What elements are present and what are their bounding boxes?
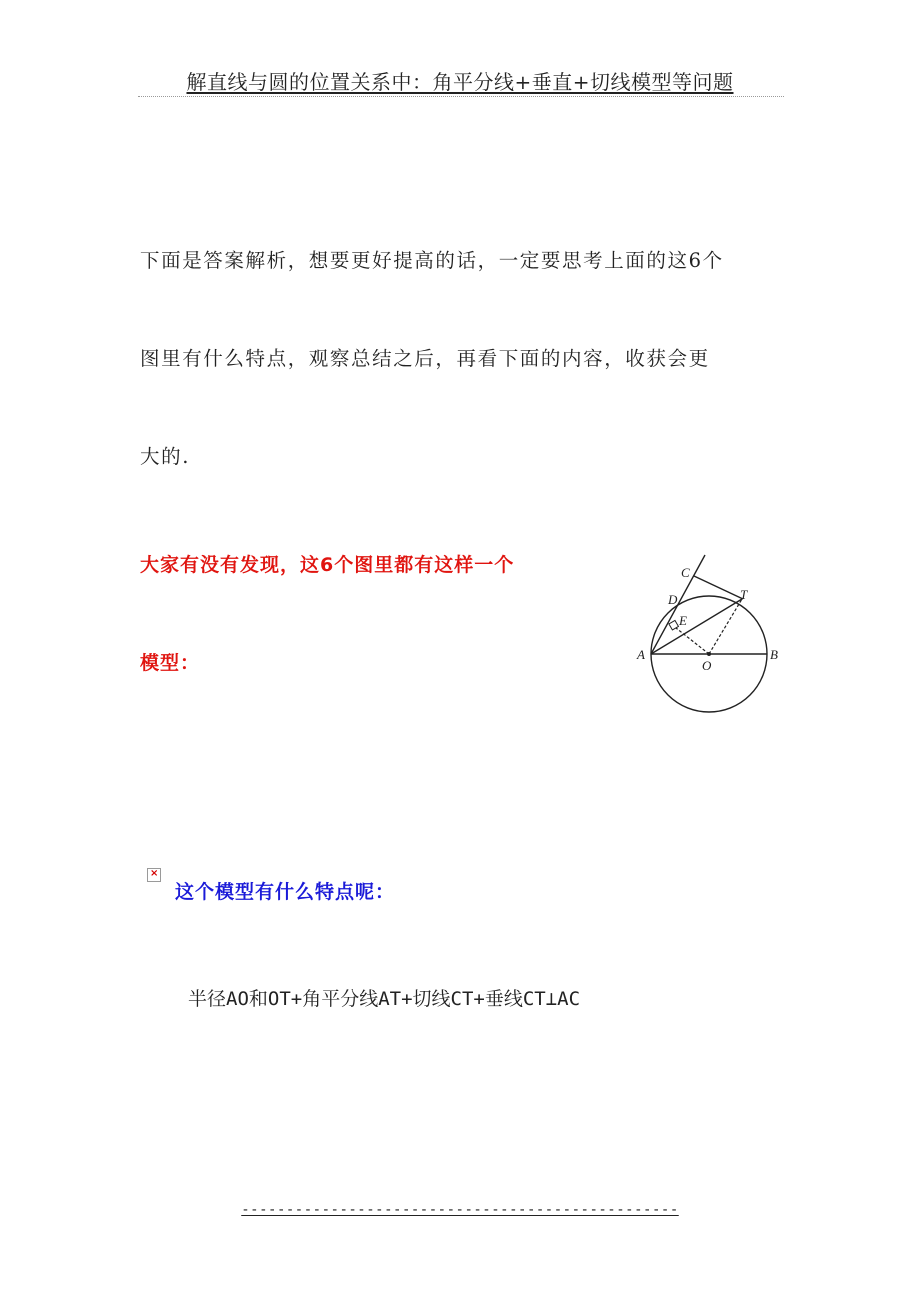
perpendicular-oe	[676, 628, 709, 654]
paragraph-line-2: 图里有什么特点，观察总结之后，再看下面的内容，收获会更	[140, 347, 710, 370]
paragraph-line-1: 下面是答案解析，想要更好提高的话，一定要思考上面的这6个	[140, 249, 724, 272]
bisector-at	[651, 599, 742, 654]
label-a: A	[637, 647, 645, 662]
paragraph-line-3: 大的.	[140, 445, 190, 468]
footer-dashes: -------------------------------------------------	[241, 1202, 679, 1218]
label-c: C	[681, 565, 690, 580]
highlight-line-2: 模型：	[140, 652, 201, 674]
highlight-line-1: 大家有没有发现，这6个图里都有这样一个	[140, 554, 515, 576]
label-o: O	[702, 658, 712, 673]
geometry-diagram	[632, 553, 792, 721]
page-header-title: 解直线与圆的位置关系中：角平分线+垂直+切线模型等问题	[186, 70, 734, 94]
label-t: T	[740, 587, 748, 602]
radius-ot	[709, 599, 742, 654]
label-d: D	[668, 592, 678, 607]
broken-image-icon: ×	[147, 868, 161, 882]
label-e: E	[679, 613, 687, 628]
label-b: B	[770, 647, 778, 662]
header-divider	[138, 96, 784, 97]
center-point-o	[707, 652, 711, 656]
line-ac	[651, 555, 705, 654]
model-formula: 半径AO和OT+角平分线AT+切线CT+垂线CT⊥AC	[188, 988, 581, 1010]
tangent-ct	[694, 576, 743, 599]
question-heading: 这个模型有什么特点呢：	[175, 881, 396, 903]
